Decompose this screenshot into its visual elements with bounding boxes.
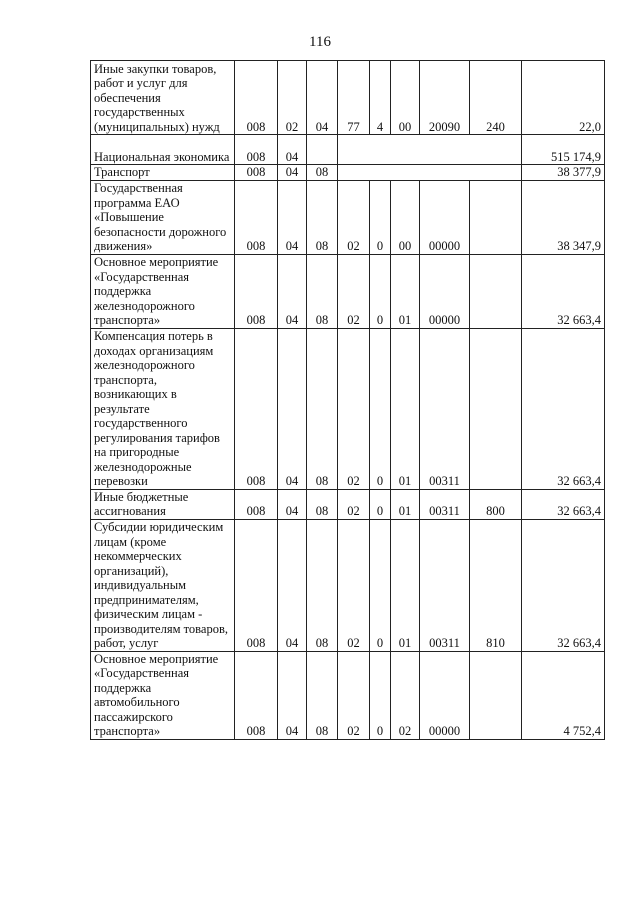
table-row bbox=[91, 489, 605, 519]
page-number: 116 bbox=[309, 34, 331, 50]
target-code-merged bbox=[338, 165, 522, 181]
admin-code: 008 bbox=[235, 165, 278, 181]
table-row bbox=[91, 519, 605, 651]
expense-type-code bbox=[470, 651, 522, 739]
amount: 515 174,9 bbox=[522, 135, 605, 165]
subsection-code: 08 bbox=[307, 519, 338, 651]
target-code-type: 0 bbox=[370, 651, 391, 739]
target-code-program: 02 bbox=[338, 254, 370, 328]
target-code-event: 01 bbox=[391, 328, 420, 489]
amount: 32 663,4 bbox=[522, 489, 605, 519]
target-code-direction: 00000 bbox=[420, 651, 470, 739]
subsection-code: 08 bbox=[307, 328, 338, 489]
expense-type-code: 810 bbox=[470, 519, 522, 651]
row-name: Государственная программа ЕАО «Повышение безопасности дорожного движения» bbox=[91, 180, 235, 254]
target-code-direction: 20090 bbox=[420, 61, 470, 135]
target-code-event: 01 bbox=[391, 254, 420, 328]
section-code: 04 bbox=[278, 489, 307, 519]
amount: 38 347,9 bbox=[522, 180, 605, 254]
amount: 32 663,4 bbox=[522, 519, 605, 651]
amount: 4 752,4 bbox=[522, 651, 605, 739]
table-row bbox=[91, 165, 605, 181]
admin-code: 008 bbox=[235, 489, 278, 519]
expense-type-code bbox=[470, 254, 522, 328]
target-code-type: 0 bbox=[370, 489, 391, 519]
table-row bbox=[91, 180, 605, 254]
subsection-code: 08 bbox=[307, 165, 338, 181]
subsection-code: 08 bbox=[307, 254, 338, 328]
target-code-type: 0 bbox=[370, 254, 391, 328]
target-code-program: 02 bbox=[338, 180, 370, 254]
admin-code: 008 bbox=[235, 61, 278, 135]
expense-type-code: 240 bbox=[470, 61, 522, 135]
section-code: 04 bbox=[278, 328, 307, 489]
row-name: Основное мероприятие «Государственная поддержка автомобильного пассажирского транспорта» bbox=[91, 651, 235, 739]
section-code: 04 bbox=[278, 165, 307, 181]
target-code-event: 00 bbox=[391, 180, 420, 254]
amount: 38 377,9 bbox=[522, 165, 605, 181]
target-code-program: 02 bbox=[338, 328, 370, 489]
target-code-type: 0 bbox=[370, 328, 391, 489]
row-name: Субсидии юридическим лицам (кроме некоммерческих организаций), индивидуальным предпринимателям, физическим лицам - производителям товаров, работ, услуг bbox=[91, 519, 235, 651]
section-code: 04 bbox=[278, 519, 307, 651]
admin-code: 008 bbox=[235, 519, 278, 651]
admin-code: 008 bbox=[235, 254, 278, 328]
subsection-code: 08 bbox=[307, 651, 338, 739]
admin-code: 008 bbox=[235, 651, 278, 739]
target-code-direction: 00311 bbox=[420, 489, 470, 519]
section-code: 04 bbox=[278, 180, 307, 254]
table-row bbox=[91, 135, 605, 165]
target-code-program: 02 bbox=[338, 651, 370, 739]
subsection-code bbox=[307, 135, 338, 165]
subsection-code: 08 bbox=[307, 180, 338, 254]
target-code-direction: 00311 bbox=[420, 519, 470, 651]
section-code: 04 bbox=[278, 651, 307, 739]
row-name: Иные закупки товаров, работ и услуг для обеспечения государственных (муниципальных) нужд bbox=[91, 61, 235, 135]
target-code-program: 02 bbox=[338, 489, 370, 519]
admin-code: 008 bbox=[235, 180, 278, 254]
row-name: Компенсация потерь в доходах организациям железнодорожного транспорта, возникающих в результате государственного регулирования тарифов на пригородные железнодорожные перевозки bbox=[91, 328, 235, 489]
section-code: 02 bbox=[278, 61, 307, 135]
target-code-direction: 00000 bbox=[420, 254, 470, 328]
amount: 32 663,4 bbox=[522, 254, 605, 328]
target-code-event: 01 bbox=[391, 489, 420, 519]
target-code-merged bbox=[338, 135, 522, 165]
table-row bbox=[91, 328, 605, 489]
row-name: Основное мероприятие «Государственная поддержка железнодорожного транспорта» bbox=[91, 254, 235, 328]
admin-code: 008 bbox=[235, 328, 278, 489]
admin-code: 008 bbox=[235, 135, 278, 165]
expense-type-code bbox=[470, 328, 522, 489]
amount: 32 663,4 bbox=[522, 328, 605, 489]
target-code-program: 77 bbox=[338, 61, 370, 135]
subsection-code: 08 bbox=[307, 489, 338, 519]
target-code-direction: 00000 bbox=[420, 180, 470, 254]
row-name: Транспорт bbox=[91, 165, 235, 181]
table-row bbox=[91, 61, 605, 135]
target-code-type: 4 bbox=[370, 61, 391, 135]
target-code-event: 00 bbox=[391, 61, 420, 135]
section-code: 04 bbox=[278, 135, 307, 165]
row-name: Национальная экономика bbox=[91, 135, 235, 165]
target-code-type: 0 bbox=[370, 519, 391, 651]
expense-type-code bbox=[470, 180, 522, 254]
row-name: Иные бюджетные ассигнования bbox=[91, 489, 235, 519]
budget-table bbox=[90, 60, 605, 740]
subsection-code: 04 bbox=[307, 61, 338, 135]
target-code-type: 0 bbox=[370, 180, 391, 254]
target-code-event: 01 bbox=[391, 519, 420, 651]
section-code: 04 bbox=[278, 254, 307, 328]
table-row bbox=[91, 254, 605, 328]
target-code-event: 02 bbox=[391, 651, 420, 739]
expense-type-code: 800 bbox=[470, 489, 522, 519]
table-row bbox=[91, 651, 605, 739]
amount: 22,0 bbox=[522, 61, 605, 135]
target-code-direction: 00311 bbox=[420, 328, 470, 489]
target-code-program: 02 bbox=[338, 519, 370, 651]
